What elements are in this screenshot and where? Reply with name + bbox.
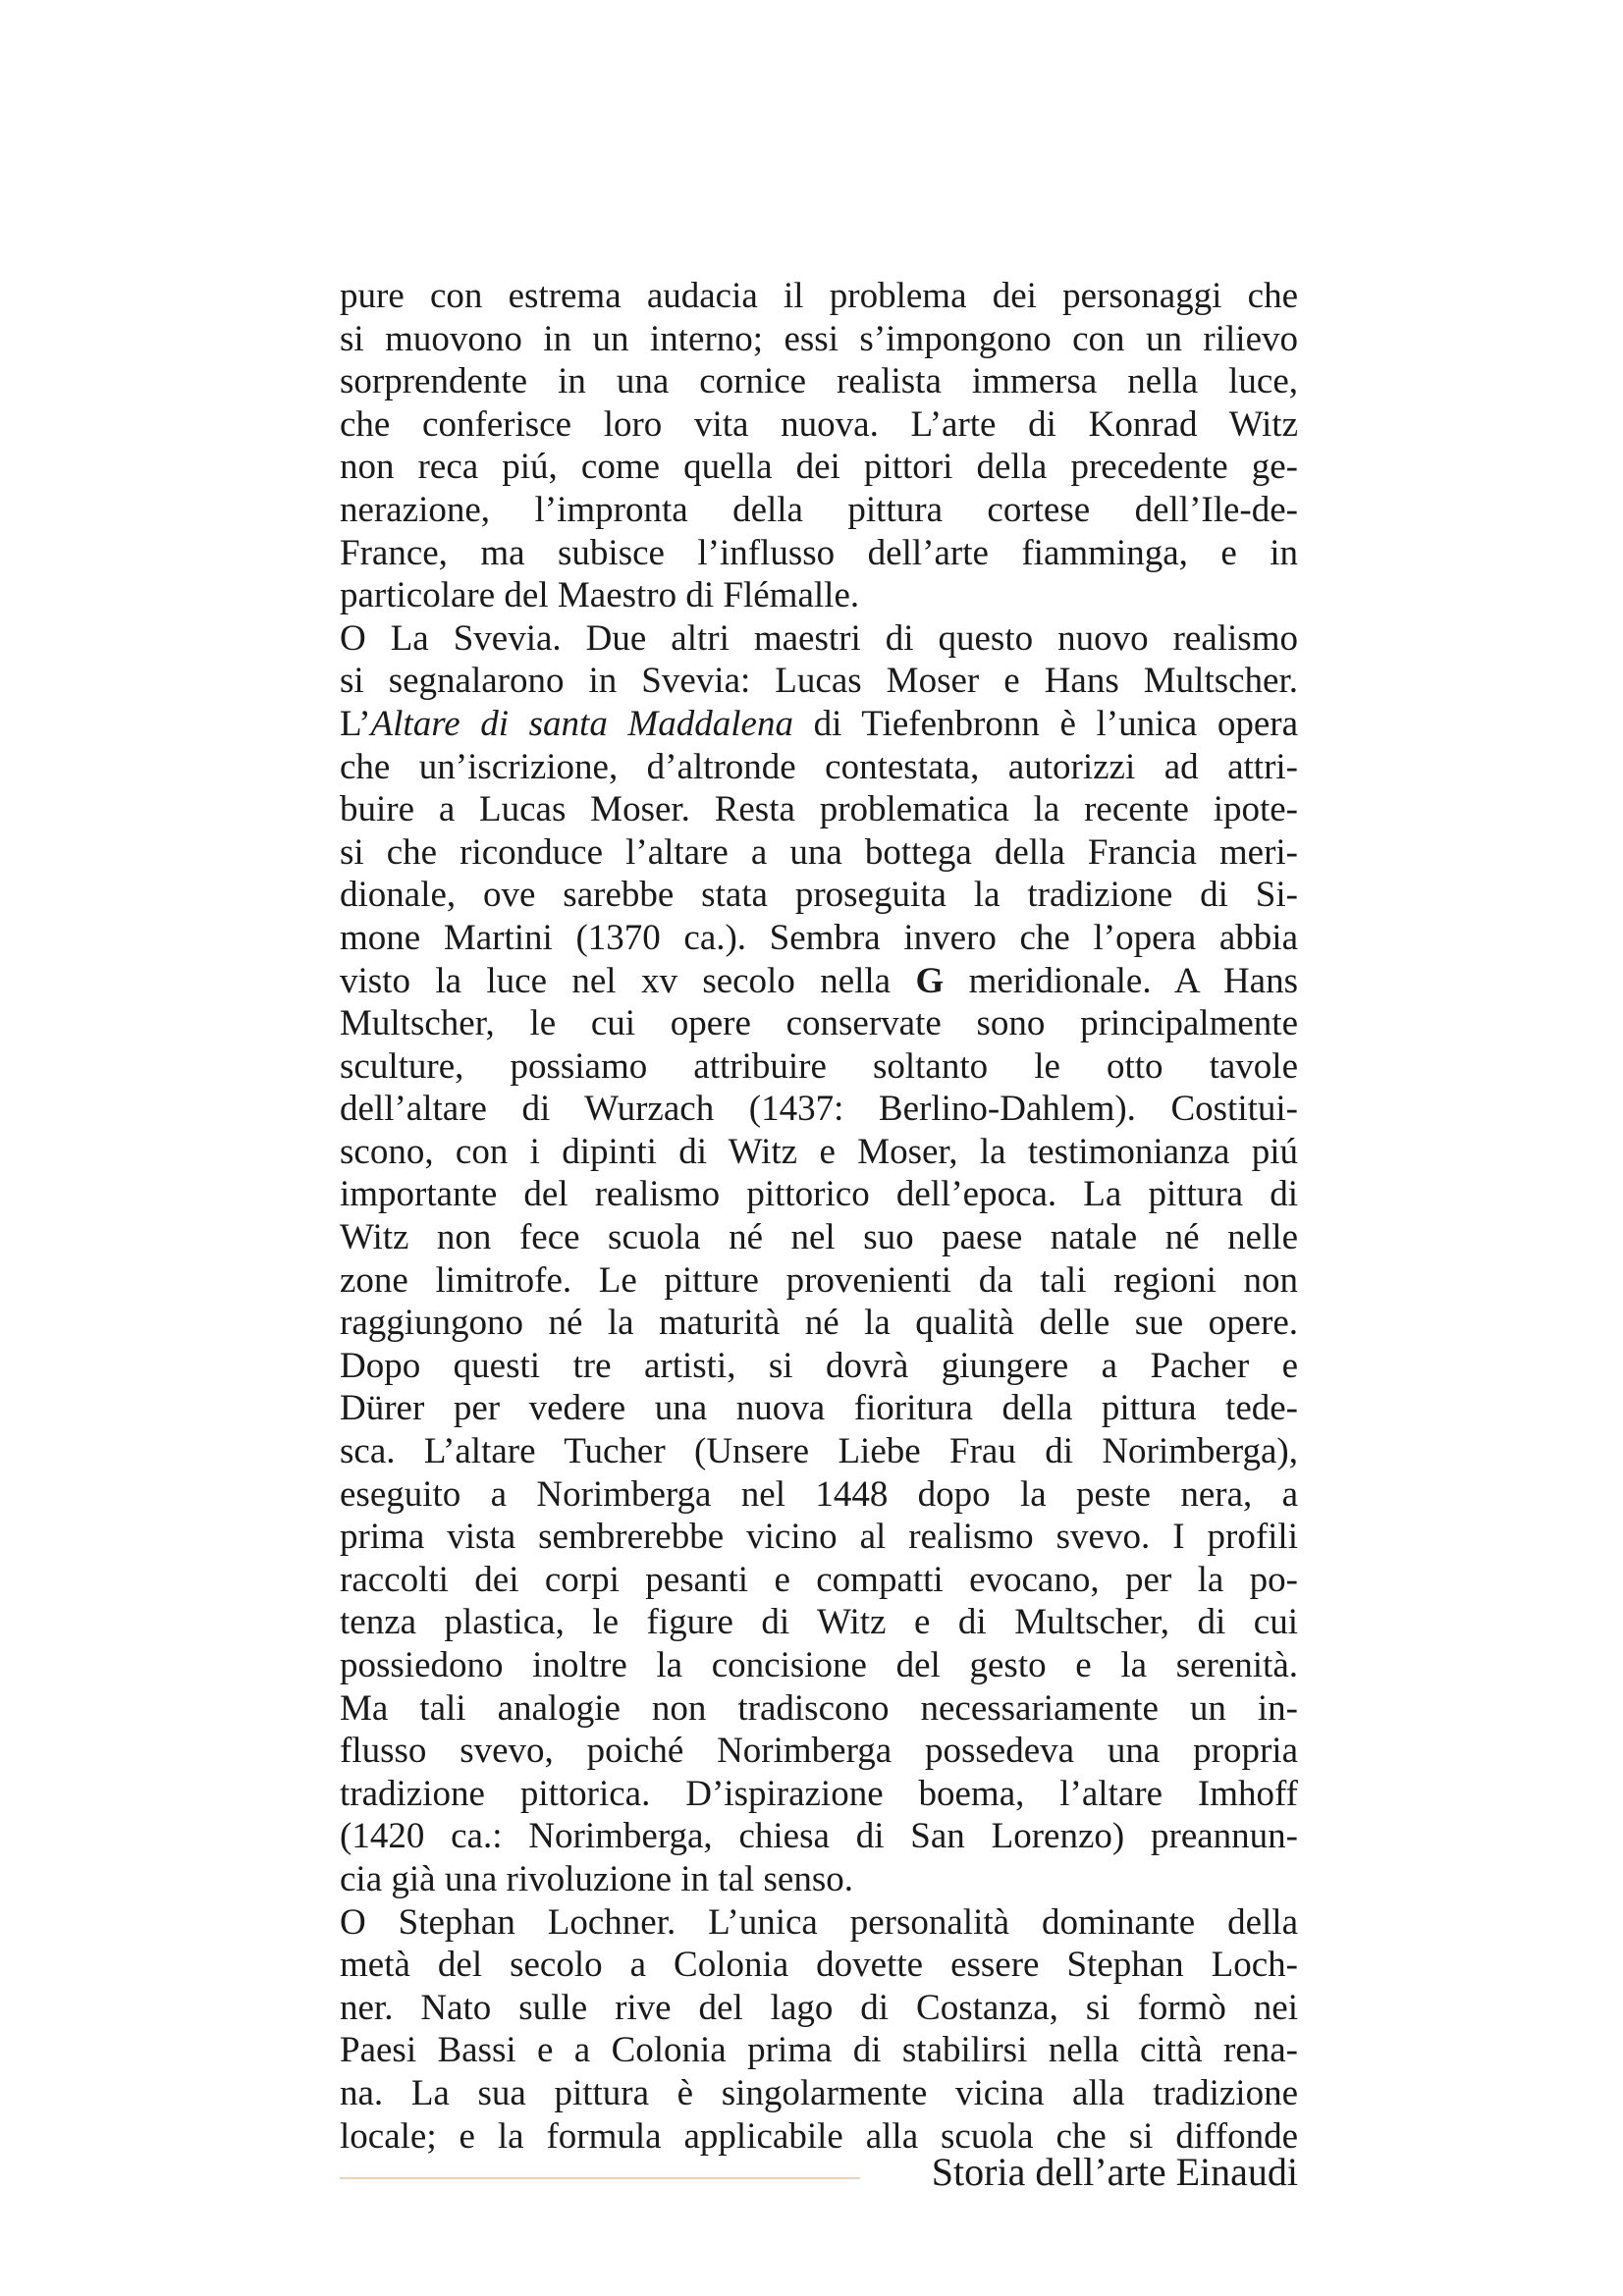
text-line: O Stephan Lochner. L’unica personalità dominante della (340, 1901, 1298, 1943)
text-line: particolare del Maestro di Flémalle. (340, 575, 860, 616)
text-line: prima vista sembrerebbe vicino al realismo svevo. I profili (340, 1517, 1298, 1558)
text-line: mone Martini (1370 ca.). Sembra invero che l’opera abbia (340, 917, 1298, 958)
text-line-with-bold-letter (340, 960, 1298, 1003)
text-line: sorprendente in una cornice realista immersa nella luce, (340, 361, 1298, 402)
text-line: cia già una rivoluzione in tal senso. (340, 1858, 853, 1899)
text-line: nerazione, l’impronta della pittura cortese dell’Ile-de- (340, 489, 1298, 530)
text-line: sca. L’altare Tucher (Unsere Liebe Frau di Norimberga), (340, 1431, 1298, 1472)
text-line: flusso svevo, poiché Norimberga possedeva una propria (340, 1731, 1298, 1772)
footer-publisher-label: Storia dell’arte Einaudi (931, 2150, 1298, 2194)
text-line: si segnalarono in Svevia: Lucas Moser e Hans Multscher. (340, 661, 1298, 702)
text-line: eseguito a Norimberga nel 1448 dopo la peste nera, a (340, 1473, 1298, 1515)
italic-work-title: Altare di santa Maddalena (370, 703, 793, 744)
text-line: Dopo questi tre artisti, si dovrà giungere a Pacher e (340, 1345, 1298, 1386)
text-line: importante del realismo pittorico dell’epoca. La pittura di (340, 1174, 1298, 1215)
line-prefix: visto la luce nel xv secolo nella (340, 960, 916, 1001)
text-line: che conferisce loro vita nuova. L’arte di Konrad Witz (340, 403, 1298, 445)
text-line: raccolti dei corpi pesanti e compatti evocano, per la po- (340, 1559, 1298, 1600)
text-line: na. La sua pittura è singolarmente vicina alla tradizione (340, 2072, 1298, 2113)
text-line: France, ma subisce l’influsso dell’arte fiamminga, e in (340, 532, 1298, 573)
text-line: Witz non fece scuola né nel suo paese natale né nelle (340, 1217, 1298, 1258)
text-line: O La Svevia. Due altri maestri di questo nuovo realismo (340, 617, 1298, 659)
text-line: pure con estrema audacia il problema dei personaggi che (340, 276, 1298, 316)
text-line: Multscher, le cui opere conservate sono principalmente (340, 1003, 1298, 1044)
text-line: tenza plastica, le figure di Witz e di Multscher, di cui (340, 1602, 1298, 1643)
text-line: locale; e la formula applicabile alla scuola che si diffonde (340, 2115, 1298, 2157)
text-line: zone limitrofe. Le pitture provenienti da tali regioni non (340, 1259, 1298, 1301)
text-line: Paesi Bassi e a Colonia prima di stabilirsi nella città rena- (340, 2030, 1298, 2071)
text-line: buire a Lucas Moser. Resta problematica la recente ipote- (340, 789, 1298, 830)
text-line: Ma tali analogie non tradiscono necessariamente un in- (340, 1687, 1298, 1729)
text-line: (1420 ca.: Norimberga, chiesa di San Lorenzo) preannun- (340, 1816, 1298, 1857)
text-line: possiedono inoltre la concisione del gesto e la serenità. (340, 1645, 1298, 1685)
text-line: sculture, possiamo attribuire soltanto le otto tavole (340, 1045, 1298, 1087)
line-prefix: L’ (340, 703, 371, 744)
text-line: dionale, ove sarebbe stata proseguita la tradizione di Si- (340, 875, 1298, 916)
text-line: non reca piú, come quella dei pittori della precedente ge- (340, 447, 1298, 488)
text-line-with-italic-title (340, 703, 1298, 746)
text-line: si che riconduce l’altare a una bottega della Francia meri- (340, 831, 1298, 873)
text-line: si muovono in un interno; essi s’impongono con un rilievo (340, 318, 1298, 359)
line-suffix: di Tiefenbronn è l’unica opera (792, 703, 1298, 744)
text-line: metà del secolo a Colonia dovette essere Stephan Loch- (340, 1945, 1298, 1986)
text-line: raggiungono né la maturità né la qualità delle sue opere. (340, 1303, 1298, 1344)
text-line: tradizione pittorica. D’ispirazione boema, l’altare Imhoff (340, 1773, 1298, 1814)
text-line: Dürer per vedere una nuova fioritura della pittura tede- (340, 1388, 1298, 1429)
text-line: dell’altare di Wurzach (1437: Berlino-Dahlem). Costitui- (340, 1089, 1298, 1130)
bold-letter: G (915, 960, 945, 1001)
main-text-block (340, 275, 1298, 2158)
text-line: scono, con i dipinti di Witz e Moser, la testimonianza piú (340, 1131, 1298, 1172)
text-line: che un’iscrizione, d’altronde contestata, autorizzi ad attri- (340, 746, 1298, 787)
footer-rule (340, 2177, 860, 2179)
text-line: ner. Nato sulle rive del lago di Costanza, si formò nei (340, 1987, 1298, 2028)
line-suffix: meridionale. A Hans (944, 960, 1298, 1001)
